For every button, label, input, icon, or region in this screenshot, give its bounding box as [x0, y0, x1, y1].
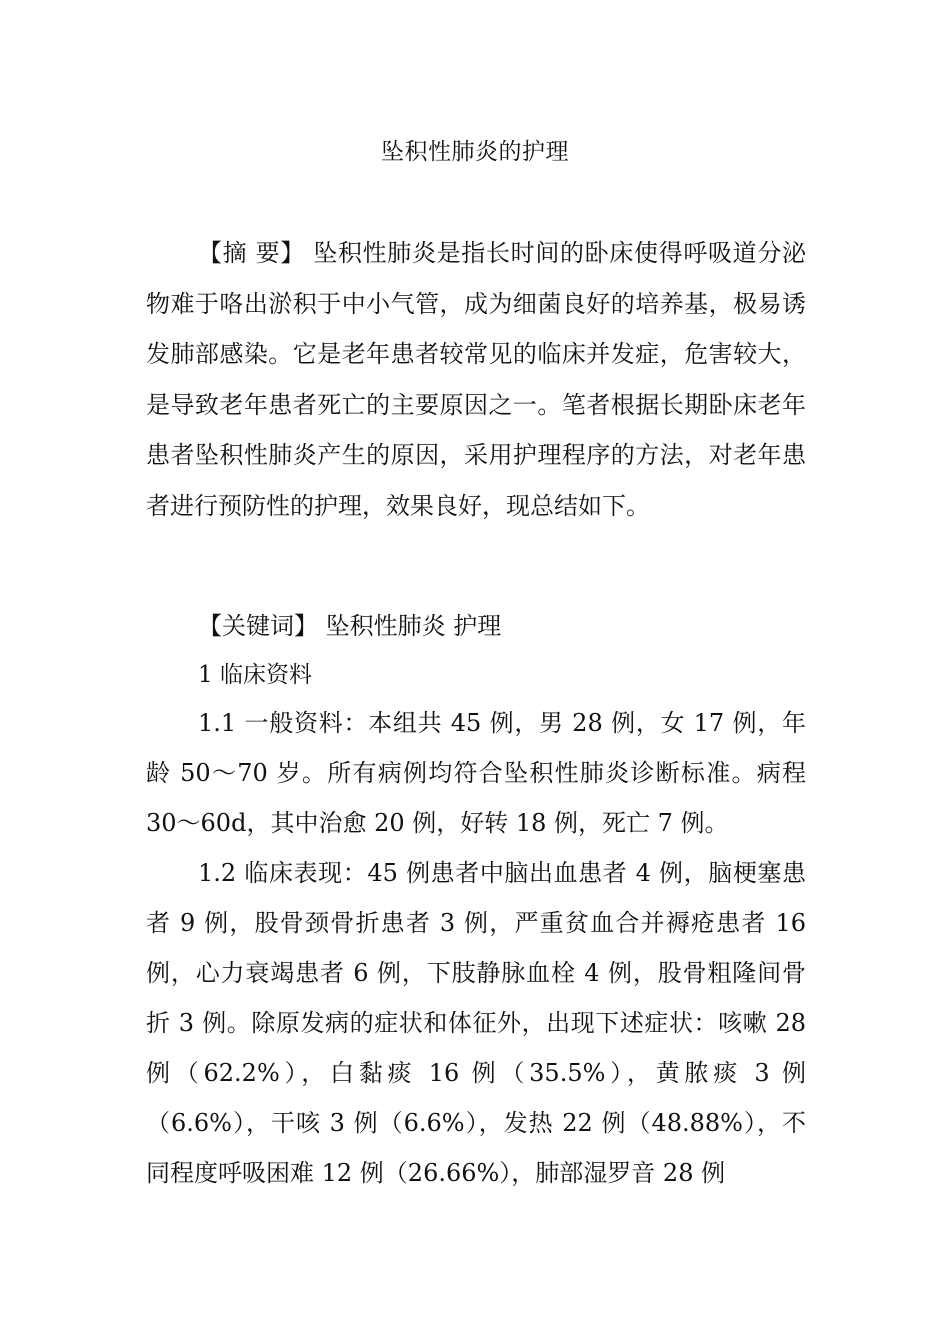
document-title: 坠积性肺炎的护理: [381, 139, 569, 165]
abstract-text: 坠积性肺炎是指长时间的卧床使得呼吸道分泌物难于咯出淤积于中小气管，成为细菌良好的培养基，极易诱发肺部感染。它是老年患者较常见的临床并发症，危害较大，是导致老年患者死亡的主要原因之一。笔者根据长期卧床老年患者坠积性肺炎产生的原因，采用护理程序的方法，对老年患者进行预防性的护理，效果良好，现总结如下。: [146, 239, 807, 520]
keywords-text: 坠积性肺炎 护理: [325, 612, 502, 640]
keywords-label: 【关键词】: [198, 612, 318, 640]
abstract-paragraph: [146, 228, 806, 531]
keywords-paragraph: [146, 601, 806, 651]
abstract-label: 【摘 要】: [198, 239, 305, 267]
general-info-paragraph: 1.1 一般资料：本组共 45 例，男 28 例，女 17 例，年龄 50～70 岁。所有病例均符合坠积性肺炎诊断标准。病程 30～60d，其中治愈 20 例，好转 18 例，死亡 7 例。: [146, 709, 806, 837]
clinical-manifestation-paragraph: 1.2 临床表现：45 例患者中脑出血患者 4 例，脑梗塞患者 9 例，股骨颈骨折患者 3 例，严重贫血合并褥疮患者 16 例，心力衰竭患者 6 例，下肢静脉血栓 4 例，股骨粗隆间骨折 3 例。除原发病的症状和体征外，出现下述症状：咳嗽 28 例（62.2%），白黏痰 16 例（35.5%），黄脓痰 3 例（6.6%），干咳 3 例（6.6%），发热 22 例（48.88%），不同程度呼吸困难 12 例（26.66%），肺部湿罗音 28 例: [146, 859, 806, 1187]
section-heading: 1 临床资料: [198, 662, 312, 688]
